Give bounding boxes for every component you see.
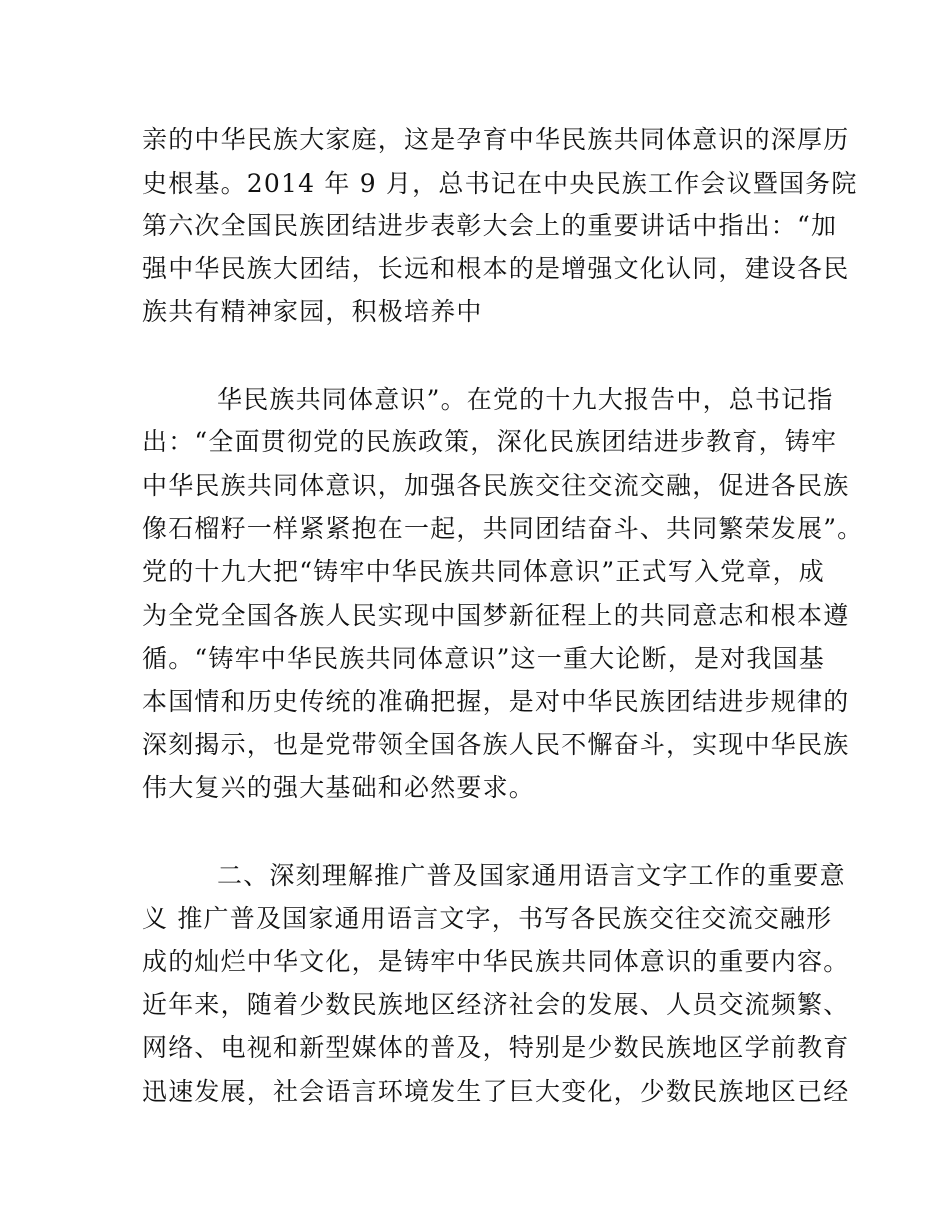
text-line: 史根基。2014 年 9 月，总书记在中央民族工作会议暨国务院 [142,169,858,198]
text-line: 循。“铸牢中华民族共同体意识”这一重大论断，是对我国基 [142,644,825,673]
text-line: 强中华民族大团结，长远和根本的是增强文化认同，建设各民 [142,254,850,283]
text-line: 华民族共同体意识”。在党的十九大报告中，总书记指 [217,385,834,414]
text-line: 像石榴籽一样紧紧抱在一起，共同团结奋斗、共同繁荣发展”。 [142,514,864,543]
text-line: 本国情和历史传统的准确把握，是对中华民族团结进步规律的 [142,687,850,716]
text-line: 亲的中华民族大家庭，这是孕育中华民族共同体意识的深厚历 [142,125,850,154]
text-line: 迅速发展，社会语言环境发生了巨大变化，少数民族地区已经 [142,1077,850,1106]
text-line: 第六次全国民族团结进步表彰大会上的重要讲话中指出：“加 [142,211,838,240]
text-line: 义 推广普及国家通用语言文字，书写各民族交往交流交融形 [142,904,833,933]
text-line: 中华民族共同体意识，加强各民族交往交流交融，促进各民族 [142,471,850,500]
text-line: 网络、电视和新型媒体的普及，特别是少数民族地区学前教育 [142,1033,850,1062]
text-line: 深刻揭示，也是党带领全国各族人民不懈奋斗，实现中华民族 [142,730,850,759]
text-line: 为全党全国各族人民实现中国梦新征程上的共同意志和根本遵 [142,601,850,630]
text-line: 成的灿烂中华文化，是铸牢中华民族共同体意识的重要内容。 [142,947,850,976]
text-line: 伟大复兴的强大基础和必然要求。 [142,773,536,802]
text-line: 出：“全面贯彻党的民族政策，深化民族团结进步教育，铸牢 [142,427,838,456]
text-line: 近年来，随着少数民族地区经济社会的发展、人员交流频繁、 [142,990,850,1019]
text-line: 族共有精神家园，积极培养中 [142,297,483,326]
text-line: 党的十九大把“铸牢中华民族共同体意识”正式写入党章，成 [142,557,825,586]
text-line: 二、深刻理解推广普及国家通用语言文字工作的重要意 [217,861,846,890]
